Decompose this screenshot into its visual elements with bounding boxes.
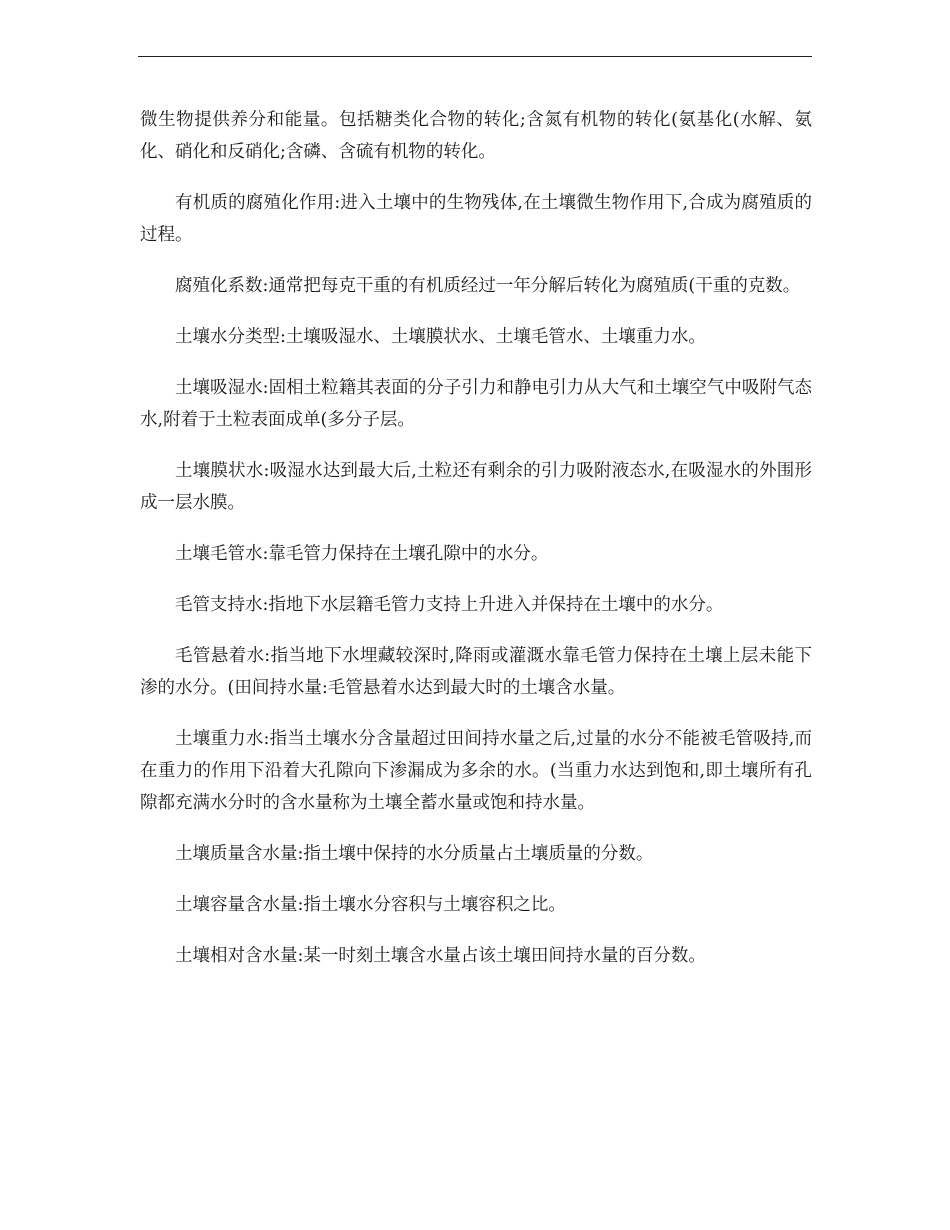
paragraph-hygroscopic-water: 土壤吸湿水:固相土粒籍其表面的分子引力和静电引力从大气和土壤空气中吸附气态水,附着于土粒表面成单(多分子层。 — [140, 378, 812, 430]
paragraph-humification-coefficient: 腐殖化系数:通常把每克干重的有机质经过一年分解后转化为腐殖质(干重的克数。 — [175, 276, 801, 296]
paragraph-capillary-water: 土壤毛管水:靠毛管力保持在土壤孔隙中的水分。 — [175, 544, 549, 564]
paragraph-soil-water-types: 土壤水分类型:土壤吸湿水、土壤膜状水、土壤毛管水、土壤重力水。 — [175, 327, 706, 347]
paragraph-continuation: 微生物提供养分和能量。包括糖类化合物的转化;含氮有机物的转化(氨基化(水解、氨化、硝化和反硝化;含磷、含硫有机物的转化。 — [140, 110, 812, 162]
paragraph-capillary-suspended-water: 毛管悬着水:指当地下水埋藏较深时,降雨或灌溉水靠毛管力保持在土壤上层未能下渗的水分。(田间持水量:毛管悬着水达到最大时的土壤含水量。 — [140, 646, 812, 698]
paragraph-mass-water-content: 土壤质量含水量:指土壤中保持的水分质量占土壤质量的分数。 — [175, 844, 654, 864]
paragraph-volume-water-content: 土壤容量含水量:指土壤水分容积与土壤容积之比。 — [175, 895, 566, 915]
paragraph-relative-water-content: 土壤相对含水量:某一时刻土壤含水量占该土壤田间持水量的百分数。 — [175, 946, 706, 966]
document-body — [140, 104, 812, 991]
header-rule — [138, 56, 812, 57]
paragraph-humification: 有机质的腐殖化作用:进入土壤中的生物残体,在土壤微生物作用下,合成为腐殖质的过程。 — [140, 193, 812, 245]
paragraph-film-water: 土壤膜状水:吸湿水达到最大后,土粒还有剩余的引力吸附液态水,在吸湿水的外围形成一层水膜。 — [140, 461, 812, 513]
paragraph-capillary-support-water: 毛管支持水:指地下水层籍毛管力支持上升进入并保持在土壤中的水分。 — [175, 595, 724, 615]
paragraph-gravity-water: 土壤重力水:指当土壤水分含量超过田间持水量之后,过量的水分不能被毛管吸持,而在重力的作用下沿着大孔隙向下渗漏成为多余的水。(当重力水达到饱和,即土壤所有孔隙都充满水分时的含水量称为土壤全蓄水量或饱和持水量。 — [140, 729, 812, 813]
